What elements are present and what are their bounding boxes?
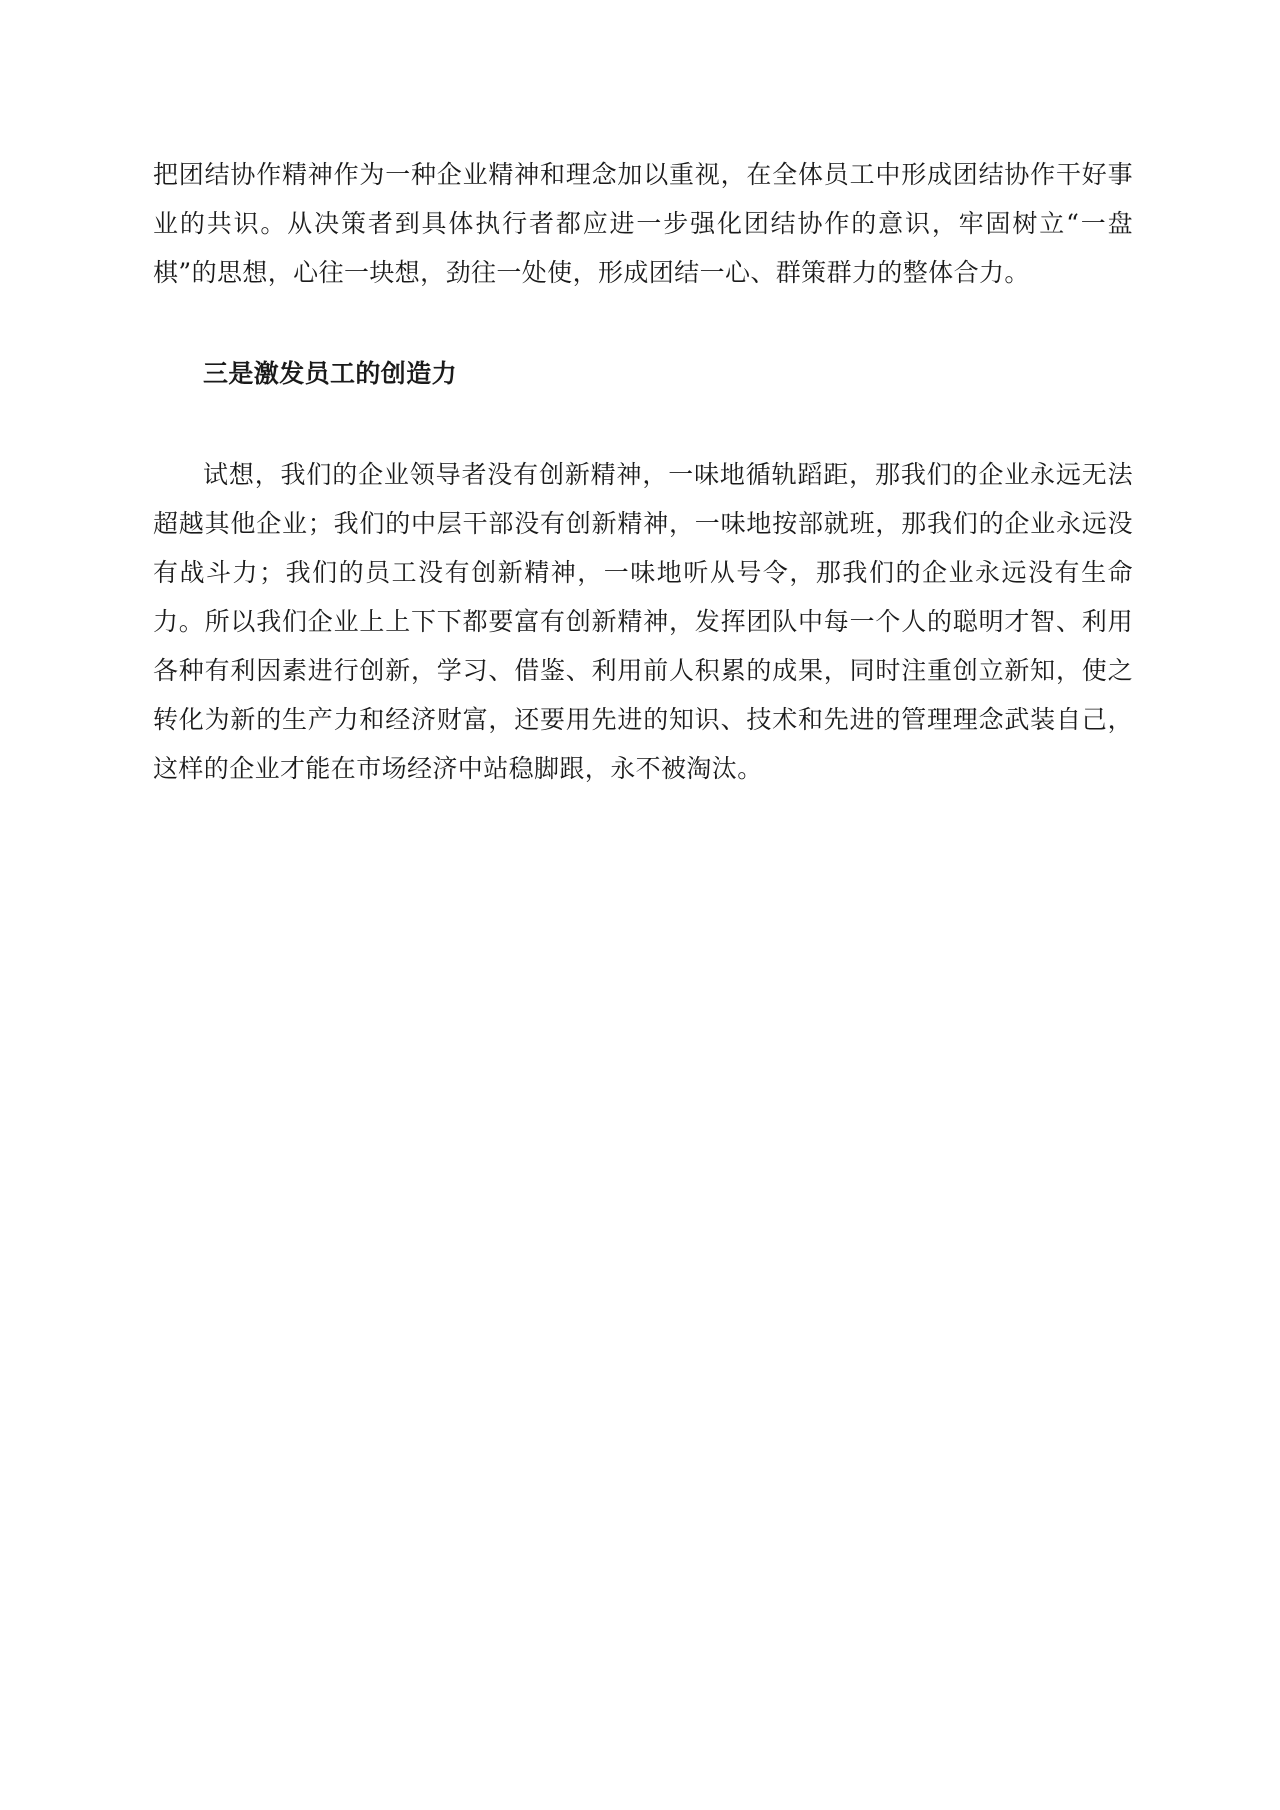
document-body (153, 150, 1133, 793)
section-heading: 三是激发员工的创造力 (203, 359, 458, 388)
paragraph-creativity: 试想，我们的企业领导者没有创新精神，一味地循轨蹈距，那我们的企业永远无法超越其他企业；我们的中层干部没有创新精神，一味地按部就班，那我们的企业永远没有战斗力；我们的员工没有创新精神，一味地听从号令，那我们的企业永远没有生命力。所以我们企业上上下下都要富有创新精神，发挥团队中每一个人的聪明才智、利用各种有利因素进行创新，学习、借鉴、利用前人积累的成果，同时注重创立新知，使之转化为新的生产力和经济财富，还要用先进的知识、技术和先进的管理理念武装自己，这样的企业才能在市场经济中站稳脚跟，永不被淘汰。 (153, 460, 1133, 783)
paragraph-teamwork: 把团结协作精神作为一种企业精神和理念加以重视，在全体员工中形成团结协作干好事业的共识。从决策者到具体执行者都应进一步强化团结协作的意识，牢固树立“一盘棋”的思想，心往一块想，劲往一处使，形成团结一心、群策群力的整体合力。 (153, 160, 1133, 287)
